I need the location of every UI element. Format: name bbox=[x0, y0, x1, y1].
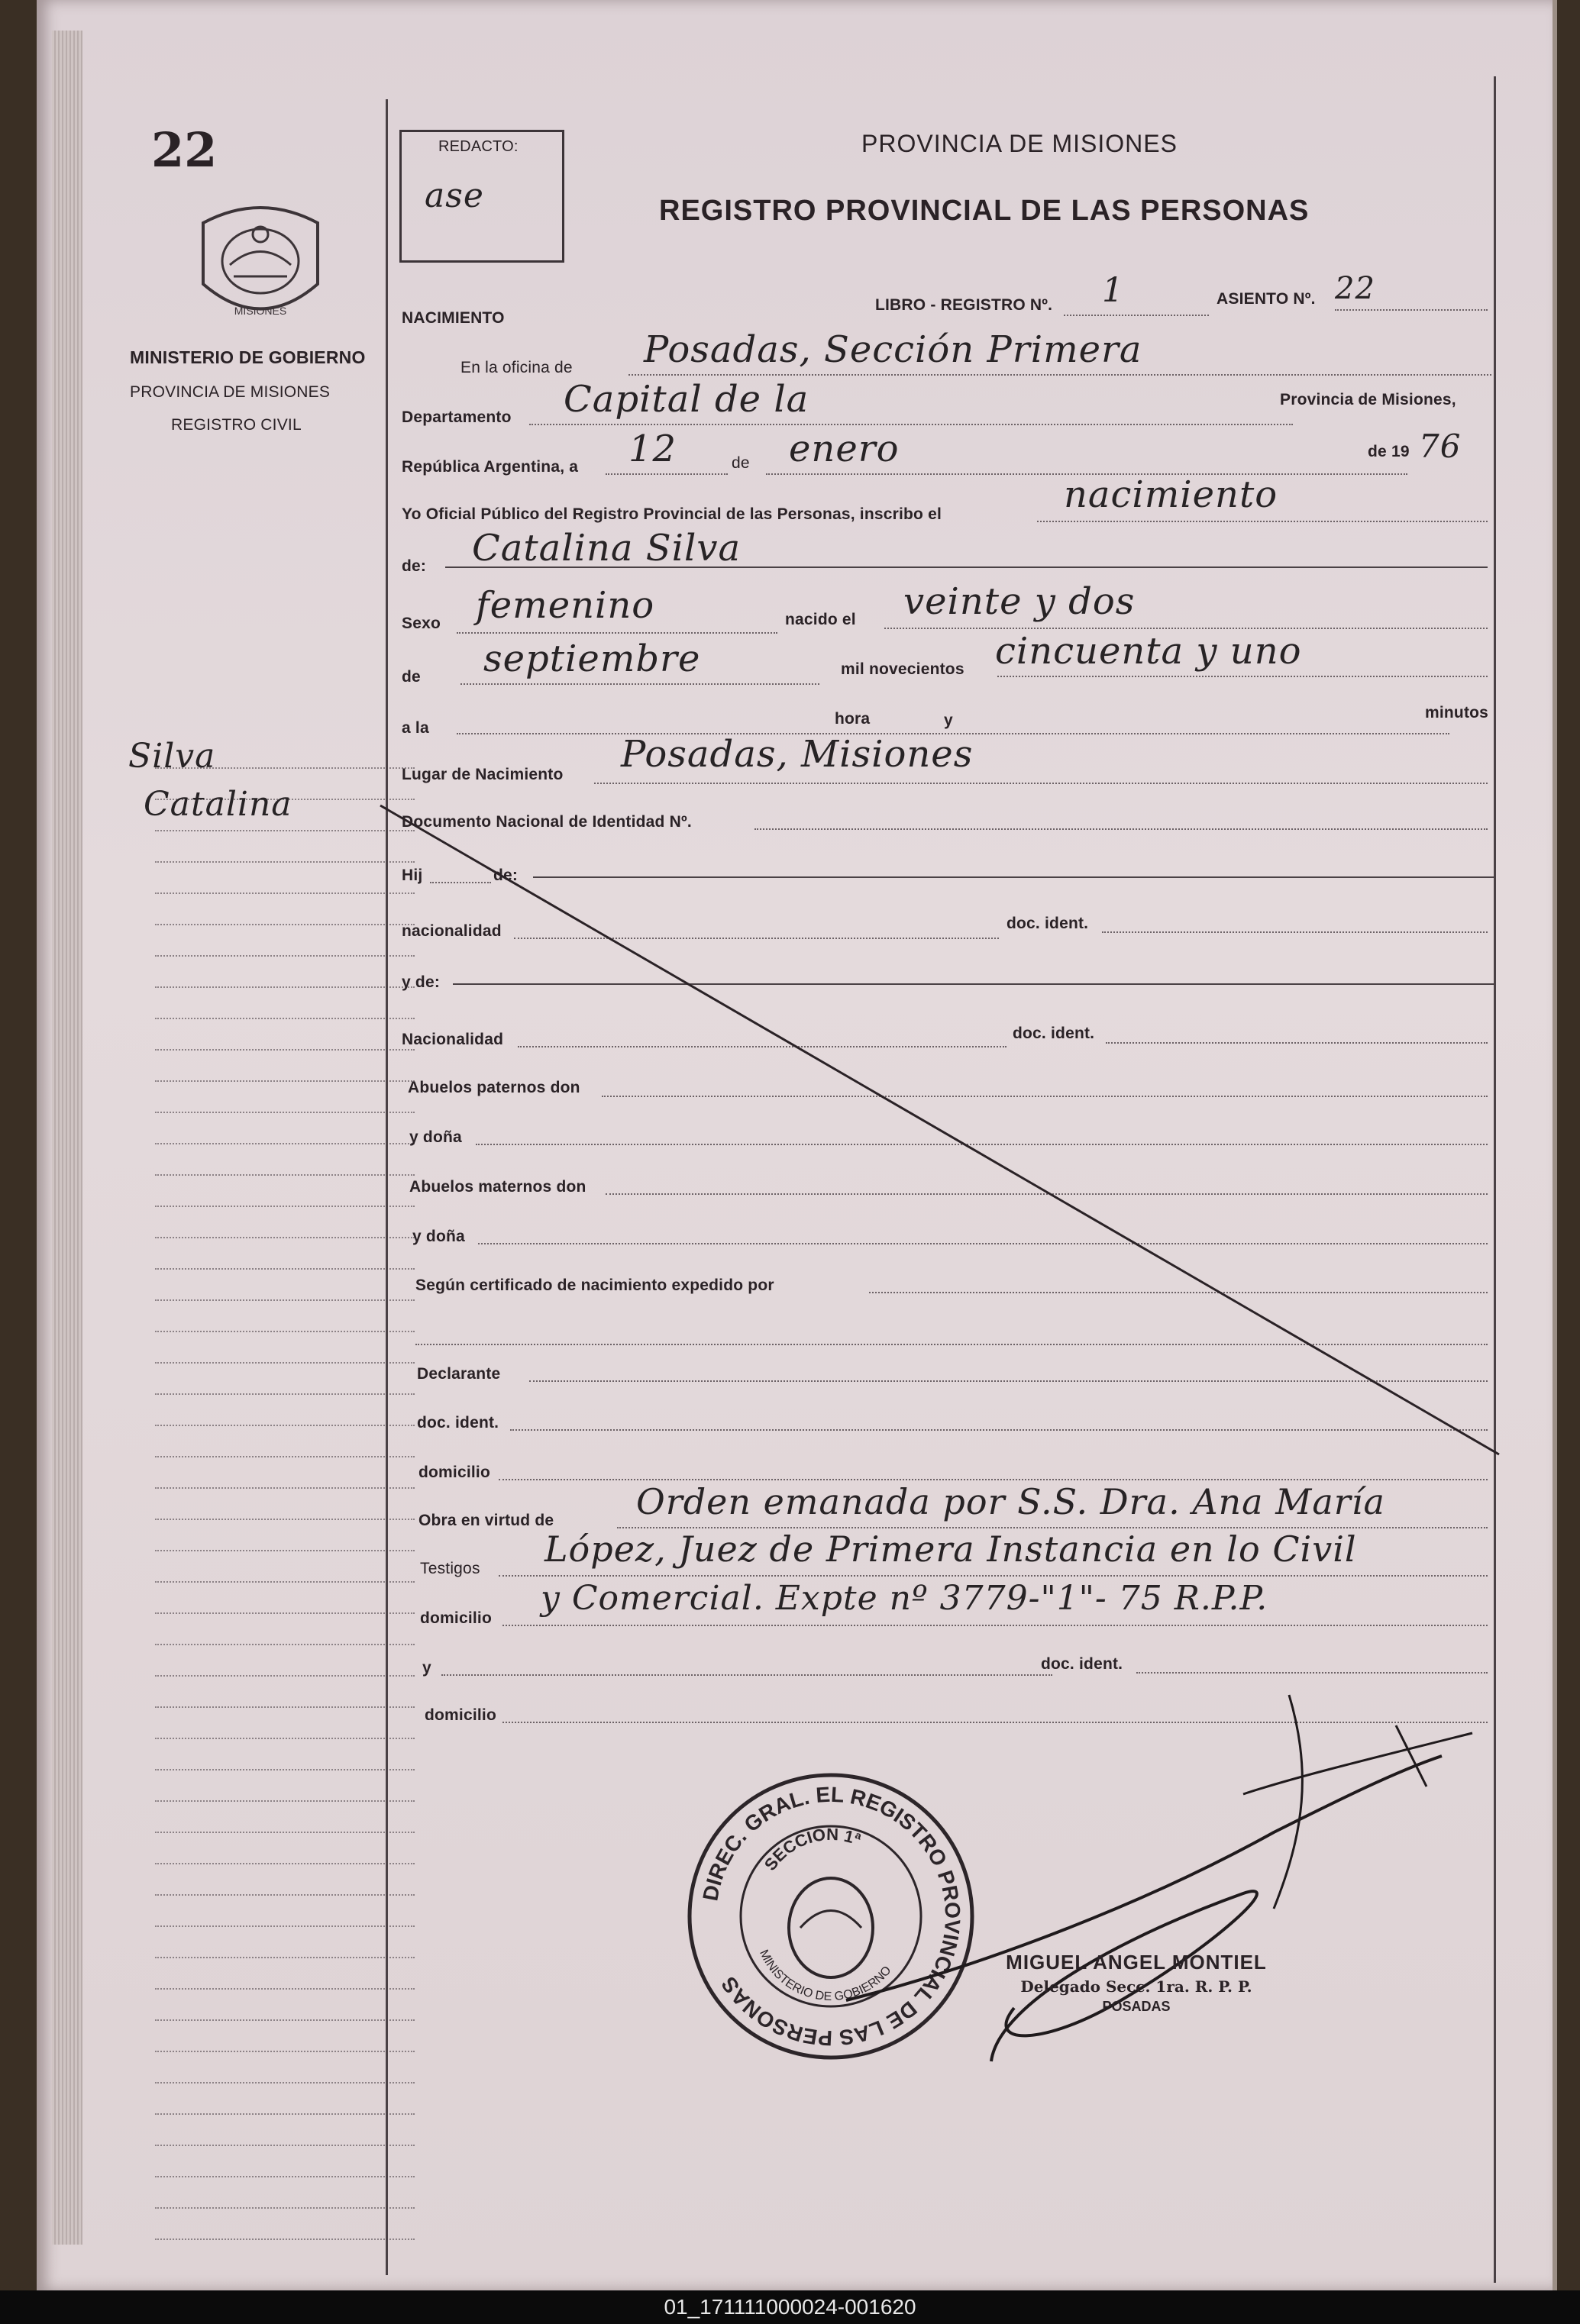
obra-label: Obra en virtud de bbox=[418, 1512, 554, 1529]
testigos-value: López, Juez de Primera Instancia en lo Civil bbox=[544, 1528, 1357, 1570]
mes-nac-value: septiembre bbox=[483, 637, 701, 680]
margin-note-surname: Silva bbox=[128, 737, 216, 776]
republica-label: República Argentina, a bbox=[402, 458, 579, 476]
obra-value: Orden emanada por S.S. Dra. Ana María bbox=[636, 1481, 1385, 1522]
oficial-label: Yo Oficial Público del Registro Provincial de las Personas, inscribo el bbox=[402, 505, 942, 523]
anio-value: 76 bbox=[1419, 428, 1462, 465]
seal-text: MISIONES bbox=[234, 305, 287, 317]
hora-label: hora bbox=[835, 710, 871, 728]
hij-label: Hij bbox=[402, 867, 423, 884]
doc-ident4-label: doc. ident. bbox=[1041, 1655, 1123, 1673]
declarante-label: Declarante bbox=[417, 1365, 501, 1383]
provincia-label: Provincia de Misiones, bbox=[1280, 391, 1456, 408]
de-persona-label: de: bbox=[402, 557, 427, 575]
y-dona2-label: y doña bbox=[412, 1228, 465, 1245]
province-label-left: PROVINCIA DE MISIONES bbox=[130, 383, 331, 401]
acta-value: nacimiento bbox=[1064, 473, 1278, 516]
doc-ident3-label: doc. ident. bbox=[417, 1414, 499, 1432]
doc-ident-label: doc. ident. bbox=[1006, 915, 1089, 932]
testigos-label: Testigos bbox=[420, 1560, 480, 1577]
doc-ident2-label: doc. ident. bbox=[1013, 1025, 1095, 1042]
asiento-label: ASIENTO Nº. bbox=[1217, 290, 1316, 308]
domicilio3-label: domicilio bbox=[425, 1706, 496, 1724]
domicilio-label: domicilio bbox=[418, 1464, 490, 1481]
lugar-label: Lugar de Nacimiento bbox=[402, 766, 564, 783]
sexo-label: Sexo bbox=[402, 615, 441, 632]
nacionalidad-label: nacionalidad bbox=[402, 922, 502, 940]
header-title: REGISTRO PROVINCIAL DE LAS PERSONAS bbox=[659, 195, 1310, 227]
anio-nac-value: cincuenta y uno bbox=[995, 630, 1302, 673]
sexo-value: femenino bbox=[476, 584, 655, 627]
signatory-city: POSADAS bbox=[1102, 1999, 1171, 2014]
stamp-inner-text: SECCION 1ª bbox=[760, 1824, 864, 1874]
departamento-value: Capital de la bbox=[564, 378, 809, 421]
registry-label-left: REGISTRO CIVIL bbox=[171, 416, 302, 434]
lugar-value: Posadas, Misiones bbox=[621, 733, 974, 776]
signatory-role: Delegado Secc. 1ra. R. P. P. bbox=[1020, 1977, 1252, 1996]
redacto-label: REDACTO: bbox=[438, 138, 519, 155]
y-dona-label: y doña bbox=[409, 1128, 462, 1146]
domicilio2-label: domicilio bbox=[420, 1609, 492, 1627]
redacto-value: ase bbox=[425, 176, 484, 215]
margin-note-name: Catalina bbox=[144, 785, 292, 824]
stamp-outer-text: DIREC. GRAL. EL REGISTRO PROVINCIAL DE LAS PERSONAS bbox=[698, 1782, 965, 2051]
de2-label: de bbox=[402, 668, 421, 686]
stamp-bottom-text: MINISTERIO DE GOBIERNO bbox=[757, 1948, 894, 2004]
libro-label: LIBRO - REGISTRO Nº. bbox=[875, 296, 1053, 314]
nombre-value: Catalina Silva bbox=[472, 527, 742, 570]
y-label: y bbox=[944, 712, 953, 729]
oficina-value: Posadas, Sección Primera bbox=[644, 328, 1142, 371]
de-label: de bbox=[732, 454, 750, 472]
oficina-label: En la oficina de bbox=[460, 359, 573, 376]
image-id-footer: 01_171111000024-001620 bbox=[0, 2290, 1580, 2324]
dia-value: 12 bbox=[628, 428, 677, 470]
libro-value: 1 bbox=[1102, 271, 1124, 310]
y2-label: y bbox=[422, 1659, 431, 1677]
header-province: PROVINCIA DE MISIONES bbox=[861, 130, 1178, 157]
nacido-label: nacido el bbox=[785, 611, 856, 628]
anio-label: de 19 bbox=[1368, 443, 1410, 460]
folio-number: 22 bbox=[151, 122, 218, 178]
nacido-value: veinte y dos bbox=[903, 580, 1136, 623]
dni-label: Documento Nacional de Identidad Nº. bbox=[402, 813, 692, 831]
minutos-label: minutos bbox=[1425, 704, 1489, 721]
departamento-label: Departamento bbox=[402, 408, 512, 426]
handwritten-signature bbox=[816, 1680, 1488, 2107]
nacimiento-label: NACIMIENTO bbox=[402, 309, 505, 327]
abuelos-p-label: Abuelos paternos don bbox=[408, 1079, 580, 1096]
signatory-name: MIGUEL ANGEL MONTIEL bbox=[1006, 1951, 1267, 1974]
de3-label: de: bbox=[493, 867, 519, 884]
y-de-label: y de: bbox=[402, 973, 441, 991]
nacionalidad2-label: Nacionalidad bbox=[402, 1031, 504, 1048]
ministry-label: MINISTERIO DE GOBIERNO bbox=[130, 347, 366, 367]
certificado-label: Según certificado de nacimiento expedido por bbox=[415, 1277, 774, 1294]
mes-value: enero bbox=[789, 428, 900, 470]
asiento-value: 22 bbox=[1335, 271, 1375, 306]
mil-label: mil novecientos bbox=[841, 660, 964, 678]
domicilio2-value: y Comercial. Expte nº 3779-"1"- 75 R.P.P. bbox=[541, 1579, 1268, 1618]
a-la-label: a la bbox=[402, 719, 429, 737]
abuelos-m-label: Abuelos maternos don bbox=[409, 1178, 586, 1196]
signatory-block bbox=[964, 1951, 1308, 2015]
register-page bbox=[37, 0, 1557, 2290]
